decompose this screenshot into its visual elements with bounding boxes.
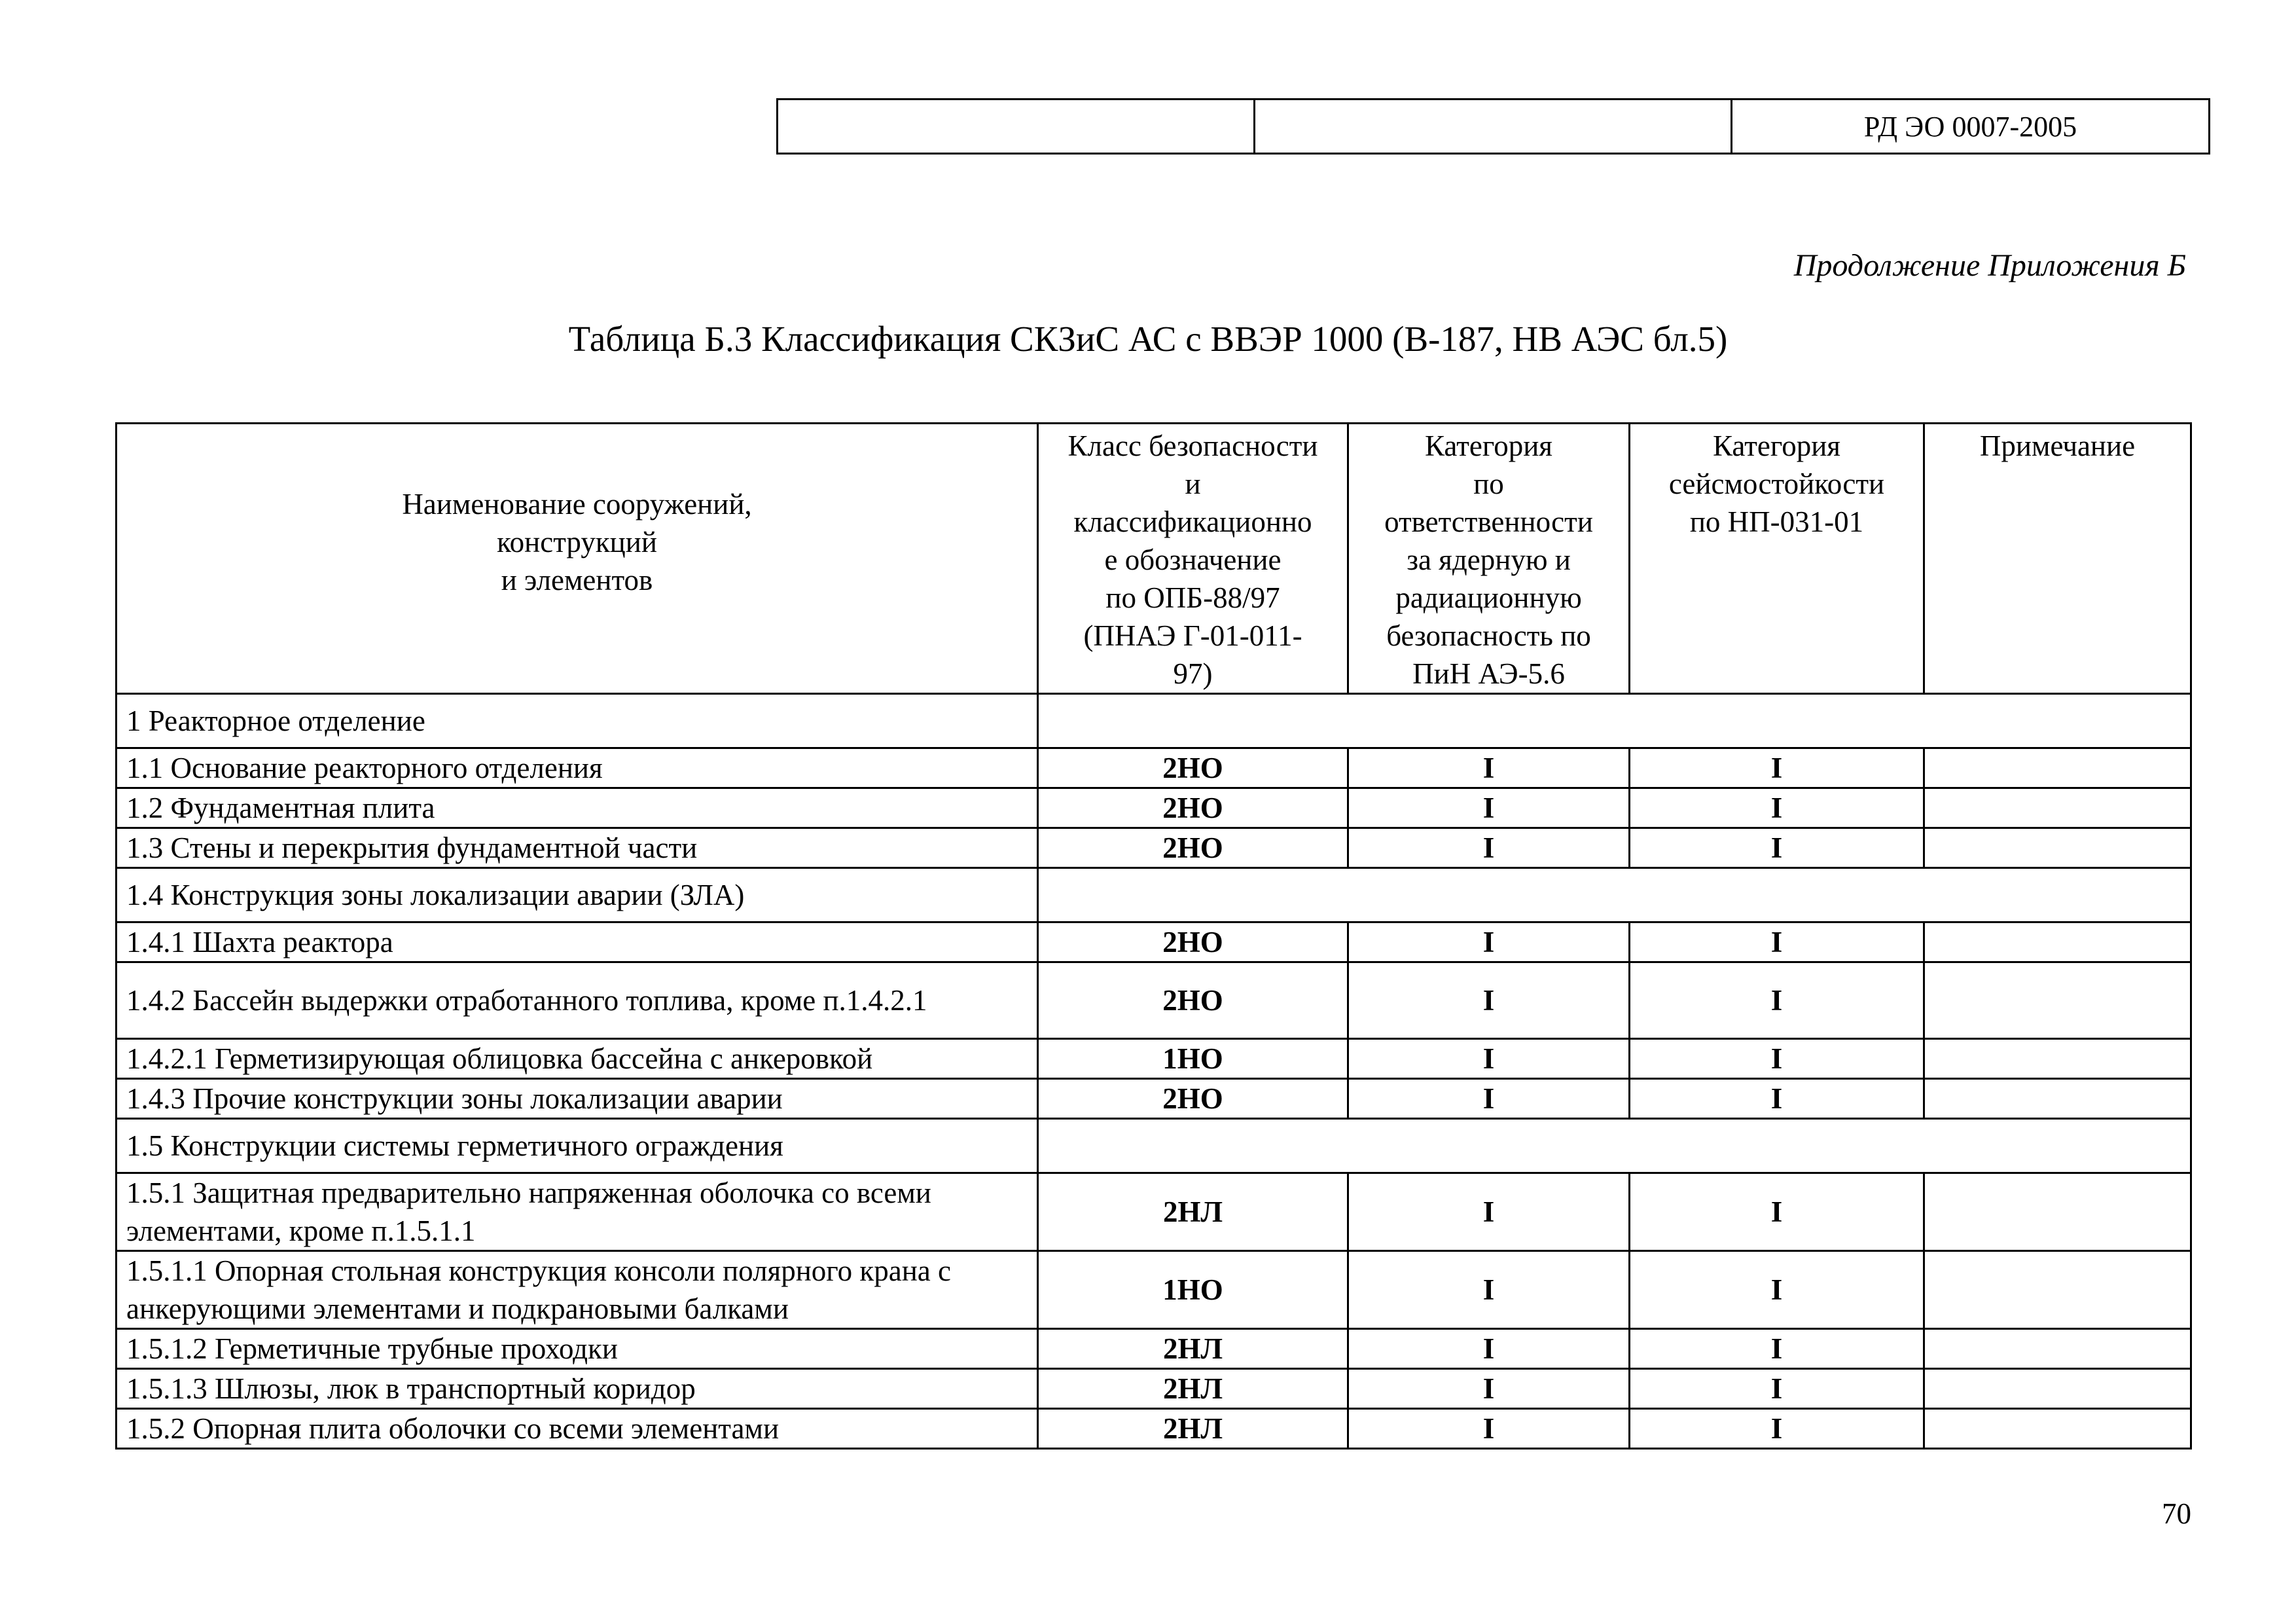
responsibility-category: I bbox=[1348, 828, 1630, 868]
document-header-box bbox=[776, 98, 2210, 155]
safety-class: 2НЛ bbox=[1038, 1173, 1348, 1251]
section-row bbox=[117, 1119, 2191, 1173]
col-header-class: Класс безопасности и классификационно е обозначение по ОПБ-88/97 (ПНАЭ Г-01-011- 97) bbox=[1038, 424, 1348, 694]
table-header-row bbox=[117, 424, 2191, 694]
table-title: Таблица Б.3 Классификация СКЗиС АС с ВВЭР 1000 (В-187, НВ АЭС бл.5) bbox=[568, 319, 1728, 359]
row-note bbox=[1924, 1409, 2191, 1449]
safety-class: 2НО bbox=[1038, 748, 1348, 788]
seismic-category: I bbox=[1630, 1079, 1924, 1119]
responsibility-category: I bbox=[1348, 1329, 1630, 1369]
seismic-category: I bbox=[1630, 1251, 1924, 1329]
seismic-category: I bbox=[1630, 748, 1924, 788]
table-row bbox=[117, 1329, 2191, 1369]
safety-class: 2НО bbox=[1038, 962, 1348, 1039]
row-name: 1.4.1 Шахта реактора bbox=[117, 922, 1038, 962]
responsibility-category: I bbox=[1348, 748, 1630, 788]
col-header-seismic: Категория сейсмостойкости по НП-031-01 bbox=[1630, 424, 1924, 694]
safety-class: 1НО bbox=[1038, 1251, 1348, 1329]
table-row bbox=[117, 1251, 2191, 1329]
row-note bbox=[1924, 1173, 2191, 1251]
section-empty-cell bbox=[1038, 868, 2191, 922]
table-row bbox=[117, 788, 2191, 828]
table-row bbox=[117, 1369, 2191, 1409]
row-name: 1.4 Конструкция зоны локализации аварии (ЗЛА) bbox=[117, 868, 1038, 922]
responsibility-category: I bbox=[1348, 788, 1630, 828]
row-name: 1.5.1.2 Герметичные трубные проходки bbox=[117, 1329, 1038, 1369]
col-header-note: Примечание bbox=[1924, 424, 2191, 694]
table-row bbox=[117, 1173, 2191, 1251]
seismic-category: I bbox=[1630, 1329, 1924, 1369]
safety-class: 2НЛ bbox=[1038, 1369, 1348, 1409]
safety-class: 2НЛ bbox=[1038, 1329, 1348, 1369]
header-cell-1 bbox=[778, 100, 1255, 154]
row-note bbox=[1924, 748, 2191, 788]
responsibility-category: I bbox=[1348, 1251, 1630, 1329]
continuation-label: Продолжение Приложения Б bbox=[1793, 248, 2186, 283]
section-empty-cell bbox=[1038, 1119, 2191, 1173]
seismic-category: I bbox=[1630, 828, 1924, 868]
table-row bbox=[117, 1409, 2191, 1449]
table-row bbox=[117, 828, 2191, 868]
document-code: РД ЭО 0007-2005 bbox=[1732, 100, 2210, 154]
row-name: 1.1 Основание реакторного отделения bbox=[117, 748, 1038, 788]
row-note bbox=[1924, 1329, 2191, 1369]
col-header-name: Наименование сооружений, конструкций и элементов bbox=[117, 424, 1038, 694]
row-note bbox=[1924, 1251, 2191, 1329]
page-number: 70 bbox=[2162, 1497, 2191, 1530]
row-name: 1.5.2 Опорная плита оболочки со всеми элементами bbox=[117, 1409, 1038, 1449]
safety-class: 2НО bbox=[1038, 1079, 1348, 1119]
row-note bbox=[1924, 922, 2191, 962]
header-cell-2 bbox=[1255, 100, 1732, 154]
safety-class: 1НО bbox=[1038, 1039, 1348, 1079]
safety-class: 2НО bbox=[1038, 788, 1348, 828]
section-row bbox=[117, 868, 2191, 922]
classification-table bbox=[115, 422, 2192, 1450]
row-name: 1.4.3 Прочие конструкции зоны локализации аварии bbox=[117, 1079, 1038, 1119]
responsibility-category: I bbox=[1348, 962, 1630, 1039]
seismic-category: I bbox=[1630, 1369, 1924, 1409]
safety-class: 2НО bbox=[1038, 828, 1348, 868]
section-row bbox=[117, 694, 2191, 748]
seismic-category: I bbox=[1630, 788, 1924, 828]
row-name: 1.5.1 Защитная предварительно напряженная оболочка со всеми элементами, кроме п.1.5.1.1 bbox=[117, 1173, 1038, 1251]
responsibility-category: I bbox=[1348, 1079, 1630, 1119]
row-name: 1.2 Фундаментная плита bbox=[117, 788, 1038, 828]
row-name: 1.3 Стены и перекрытия фундаментной части bbox=[117, 828, 1038, 868]
responsibility-category: I bbox=[1348, 1039, 1630, 1079]
row-name: 1.5.1.3 Шлюзы, люк в транспортный коридор bbox=[117, 1369, 1038, 1409]
table-row bbox=[117, 962, 2191, 1039]
seismic-category: I bbox=[1630, 922, 1924, 962]
seismic-category: I bbox=[1630, 1409, 1924, 1449]
table-row bbox=[117, 922, 2191, 962]
seismic-category: I bbox=[1630, 962, 1924, 1039]
row-note bbox=[1924, 788, 2191, 828]
table-row bbox=[117, 1039, 2191, 1079]
col-header-responsibility: Категория по ответственности за ядерную и радиационную безопасность по ПиН АЭ-5.6 bbox=[1348, 424, 1630, 694]
table-row bbox=[117, 1079, 2191, 1119]
responsibility-category: I bbox=[1348, 1369, 1630, 1409]
responsibility-category: I bbox=[1348, 1409, 1630, 1449]
section-empty-cell bbox=[1038, 694, 2191, 748]
table-body bbox=[117, 694, 2191, 1449]
row-name: 1.5.1.1 Опорная стольная конструкция консоли полярного крана с анкерующими элементами и подкрановыми балками bbox=[117, 1251, 1038, 1329]
row-note bbox=[1924, 1079, 2191, 1119]
row-name: 1.5 Конструкции системы герметичного ограждения bbox=[117, 1119, 1038, 1173]
responsibility-category: I bbox=[1348, 1173, 1630, 1251]
row-note bbox=[1924, 962, 2191, 1039]
table-row bbox=[117, 748, 2191, 788]
safety-class: 2НЛ bbox=[1038, 1409, 1348, 1449]
row-note bbox=[1924, 1369, 2191, 1409]
safety-class: 2НО bbox=[1038, 922, 1348, 962]
row-name: 1.4.2 Бассейн выдержки отработанного топлива, кроме п.1.4.2.1 bbox=[117, 962, 1038, 1039]
responsibility-category: I bbox=[1348, 922, 1630, 962]
seismic-category: I bbox=[1630, 1039, 1924, 1079]
row-note bbox=[1924, 1039, 2191, 1079]
seismic-category: I bbox=[1630, 1173, 1924, 1251]
row-name: 1 Реакторное отделение bbox=[117, 694, 1038, 748]
row-note bbox=[1924, 828, 2191, 868]
row-name: 1.4.2.1 Герметизирующая облицовка бассейна с анкеровкой bbox=[117, 1039, 1038, 1079]
